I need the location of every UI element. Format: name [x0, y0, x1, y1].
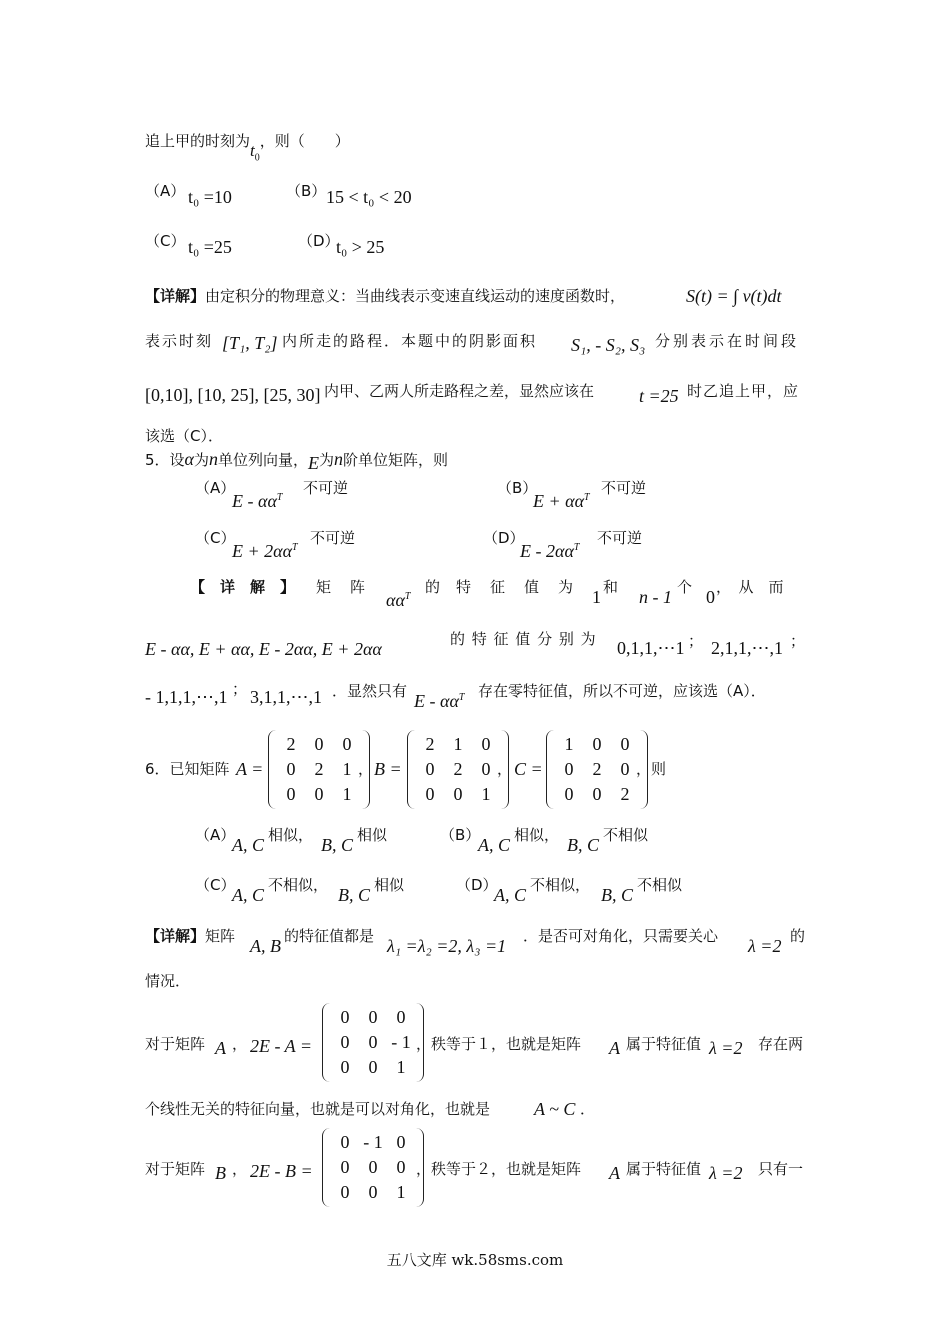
q6-option-a: （A）	[195, 826, 236, 844]
q4-tail-text: 追上甲的时刻为$t_0$，则（ ）	[145, 132, 350, 164]
q5-sol-char: 矩	[316, 578, 332, 596]
q4-option-b: （B）	[286, 182, 327, 200]
q6-sol-a3: ．是否可对角化，只需要关心	[523, 927, 719, 945]
q6-opt-b-p1: A, C	[478, 835, 511, 855]
q4-option-d-expr: t₀ > 25	[336, 237, 385, 257]
q6-opt-a-p2: B, C	[321, 835, 354, 855]
q4-option-c: （C）	[145, 232, 186, 250]
q5-option-c-expr: $E + 2\alpha\alpha^T$	[232, 541, 298, 561]
q5-option-b-suffix: 不可逆	[601, 479, 647, 497]
B-symbol: B	[215, 1163, 226, 1183]
q4-integral-formula: S(t) = ∫ v(t)dt	[686, 286, 782, 306]
only-one-text: 只有一	[758, 1160, 804, 1178]
t0-symbol: $t_0$	[250, 141, 260, 164]
A-similar-C: A ~ C	[534, 1099, 576, 1119]
comma: ，	[497, 760, 513, 778]
matrix-A: 2 0 0 0 2 1 0 0 1	[268, 730, 370, 809]
q5-option-c-suffix: 不可逆	[310, 529, 356, 547]
eig-set-2: 2,1,1,⋯,1	[711, 638, 783, 658]
q5-sol-char: 特	[456, 578, 472, 596]
comma: ，	[232, 1035, 248, 1053]
eig-set-3: - 1,1,1,⋯,1	[145, 687, 228, 707]
eig-set-1: 0,1,1,⋯1	[617, 638, 685, 658]
belong-text: 属于特征值	[626, 1035, 702, 1053]
q6-solution-line1: 【详解】矩阵	[145, 927, 236, 945]
matrix-B-label: B =	[374, 759, 402, 779]
q5-sol-char: 的	[425, 578, 441, 596]
q6-opt-a-s1: 相似，	[268, 826, 314, 844]
q6-opt-b-s2: 不相似	[603, 826, 649, 844]
q6-opt-a-s2: 相似	[357, 826, 388, 844]
q6-opt-d-s1: 不相似，	[530, 876, 591, 894]
q4-option-a: （A）	[145, 182, 186, 200]
q5-option-b: （B）	[497, 479, 538, 497]
q5-sol-he: 和	[603, 578, 619, 596]
q4-answer: 该选（C）．	[145, 427, 223, 445]
q5-option-b-expr: $E + \alpha\alpha^T$	[533, 491, 590, 511]
q4-solution-line2c: 分别表示在时间段	[655, 332, 800, 350]
q4-option-c-expr: t₀ =25	[188, 237, 232, 257]
A-symbol: A	[609, 1163, 620, 1183]
q4-solution-line1: 【详解】由定积分的物理意义：当曲线表示变速直线运动的速度函数时，	[145, 287, 626, 305]
q6-opt-d-s2: 不相似	[637, 876, 683, 894]
q5-sol-char: 值	[524, 578, 540, 596]
q6-option-c: （C）	[195, 876, 236, 894]
q6-opt-a-p1: A, C	[232, 835, 265, 855]
q6-option-b: （B）	[440, 826, 481, 844]
matrix-C: 1 0 0 0 2 0 0 0 2	[546, 730, 648, 809]
q5-tail-a: ．显然只有	[332, 682, 408, 700]
alpha-alpha-T: $\alpha\alpha^T$	[386, 590, 411, 610]
matrix-B: 2 1 0 0 2 0 0 0 1	[407, 730, 509, 809]
t-equals-25: t =25	[639, 386, 679, 406]
q6-opt-b-s1: 相似，	[514, 826, 560, 844]
sep: ；	[688, 632, 704, 650]
matrix-A-label: A =	[236, 759, 264, 779]
lambda-values: λ₁ =λ₂ =2, λ₃ =1	[387, 936, 507, 956]
rank-A-text: ，秩等于１，也就是矩阵	[416, 1035, 582, 1053]
q6-opt-d-p1: A, C	[494, 885, 527, 905]
q5-option-a: （A）	[195, 479, 236, 497]
four-matrix-exprs: E - αα, E + αα, E - 2αα, E + 2αα	[145, 639, 382, 659]
sep: ；	[232, 680, 248, 698]
belong-text: 属于特征值	[626, 1160, 702, 1178]
q5-sol-congr: ， 从 而	[716, 578, 784, 596]
for-matrix-A: 对于矩阵	[145, 1035, 206, 1053]
q6-opt-b-p2: B, C	[567, 835, 600, 855]
q6-stem: 6．已知矩阵	[145, 760, 230, 778]
q5-stem: 5．设α为n单位列向量，E为n阶单位矩阵，则	[145, 449, 449, 473]
q5-tail-b: 存在零特征值，所以不可逆，应该选（A）．	[478, 682, 766, 700]
eig-set-4: 3,1,1,⋯,1	[250, 687, 322, 707]
q6-opt-d-p2: B, C	[601, 885, 634, 905]
rank-B-text: ，秩等于２，也就是矩阵	[416, 1160, 582, 1178]
matrix-2E-A: 0 0 0 0 0 - 1 0 0 1	[322, 1003, 424, 1082]
q5-option-d-suffix: 不可逆	[597, 529, 643, 547]
q5-option-a-expr: E - $\alpha\alpha^T$	[232, 491, 283, 511]
time-intervals: [0,10], [10, 25], [25, 30]	[145, 385, 321, 405]
eigen-one: 1	[592, 587, 601, 607]
diag-text: 个线性无关的特征向量，也就是可以对角化，也就是	[145, 1100, 491, 1118]
eig-respectively: 的 特 征 值 分 别 为	[450, 630, 597, 648]
2E-minus-B: 2E - B =	[250, 1161, 313, 1181]
q5-option-d: （D）	[483, 529, 525, 547]
q6-opt-c-p2: B, C	[338, 885, 371, 905]
q5-solution-tag: 【 详 解 】	[190, 578, 296, 596]
period: ．	[580, 1100, 596, 1118]
q5-sol-char: 阵	[350, 578, 366, 596]
comma: ，	[358, 760, 374, 778]
A-symbol: A	[215, 1038, 226, 1058]
q6-then: ，则	[636, 760, 667, 778]
AB-symbols: A, B	[250, 936, 281, 956]
for-matrix-B: 对于矩阵	[145, 1160, 206, 1178]
q6-sol-a2: 的特征值都是	[284, 927, 375, 945]
lambda-eq-2: λ =2	[709, 1038, 743, 1058]
E-minus-aaT: E - $\alpha\alpha^T$	[414, 691, 465, 711]
q6-opt-c-s2: 相似	[374, 876, 405, 894]
q4-option-b-expr: 15 < t₀ < 20	[326, 187, 412, 207]
comma: ，	[232, 1160, 248, 1178]
sep: ；	[790, 632, 806, 650]
q4-solution-line2b: 内所走的路程．本题中的阴影面积	[282, 332, 538, 350]
q4-solution-line2: 表示时刻	[145, 332, 214, 350]
q5-sol-ge: 个	[677, 578, 693, 596]
A-symbol: A	[609, 1038, 620, 1058]
two-indep-text: 存在两	[758, 1035, 804, 1053]
q6-opt-c-p1: A, C	[232, 885, 265, 905]
q6-opt-c-s1: 不相似，	[268, 876, 329, 894]
eigen-zero: 0	[706, 587, 715, 607]
n-minus-1: n - 1	[639, 587, 672, 607]
2E-minus-A: 2E - A =	[250, 1036, 312, 1056]
q4-option-d: （D）	[298, 232, 340, 250]
page-footer: 五八文库 wk.58sms.com	[386, 1251, 564, 1269]
matrix-2E-B: 0 - 1 0 0 0 0 0 0 1	[322, 1128, 424, 1207]
lambda-eq-2: λ =2	[748, 936, 782, 956]
q5-option-c: （C）	[195, 529, 236, 547]
q5-option-a-suffix: 不可逆	[303, 479, 349, 497]
q4-solution-line3b: 时乙追上甲，应	[687, 382, 800, 400]
lambda-eq-2: λ =2	[709, 1163, 743, 1183]
q6-option-d: （D）	[456, 876, 498, 894]
q5-option-d-expr: E - $2\alpha\alpha^T$	[520, 541, 580, 561]
q4-option-a-expr: t₀ =10	[188, 187, 232, 207]
matrix-C-label: C =	[514, 759, 543, 779]
shaded-areas: S₁, - S₂, S₃	[571, 335, 646, 355]
q5-sol-char: 征	[490, 578, 506, 596]
q6-sol-a5: 情况．	[145, 972, 191, 990]
interval-T1-T2: [T₁, T₂]	[222, 333, 278, 353]
q4-solution-line3: 内甲、乙两人所走路程之差，显然应该在	[324, 382, 595, 400]
q6-sol-a4: 的	[790, 927, 806, 945]
q5-sol-char: 为	[558, 578, 574, 596]
